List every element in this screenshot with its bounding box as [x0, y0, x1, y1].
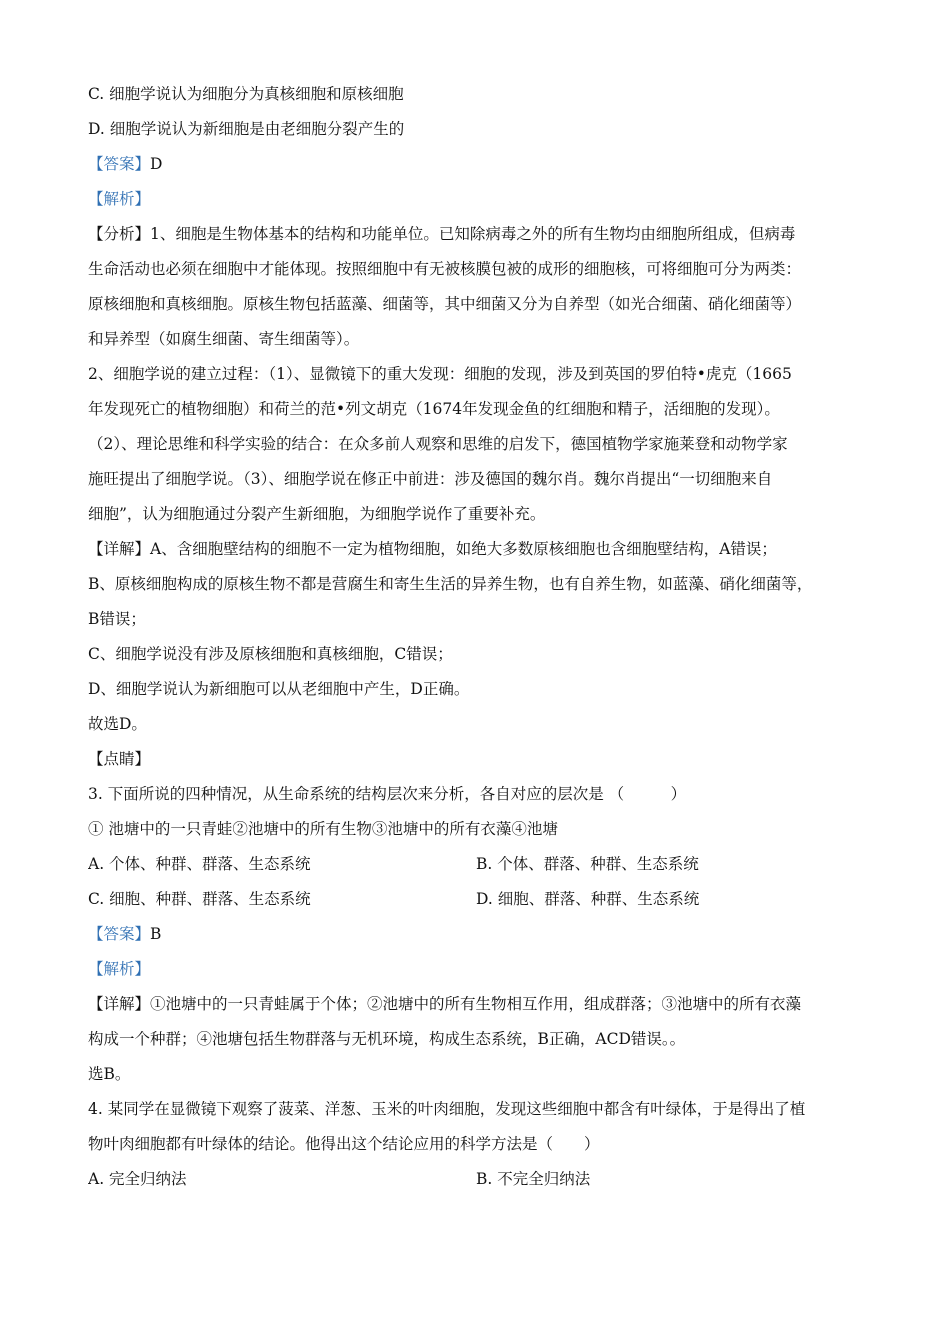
q3-answer: [88, 917, 862, 952]
explanation-line: 【分析】1、细胞是生物体基本的结构和功能单位。已知除病毒之外的所有生物均由细胞所组成，但病毒: [88, 225, 796, 243]
q4-stem-line-2: 物叶肉细胞都有叶绿体的结论。他得出这个结论应用的科学方法是（ ）: [88, 1135, 600, 1153]
answer-tag: 【答案】: [88, 925, 151, 943]
explanation-line: 故选D。: [88, 715, 147, 733]
analysis-tag: 【解析】: [88, 960, 151, 978]
q3-options-row-1: [88, 847, 862, 882]
q3-option-b: B. 个体、群落、种群、生态系统: [476, 855, 699, 873]
answer-value: B: [150, 925, 162, 943]
explanation-line: 生命活动也必须在细胞中才能体现。按照细胞中有无被核膜包被的成形的细胞核，可将细胞可分为两类：: [88, 260, 802, 278]
q2-answer: [88, 147, 862, 182]
explanation-line: B、原核细胞构成的原核生物不都是营腐生和寄生生活的异养生物，也有自养生物，如蓝藻、硝化细菌等，: [88, 575, 813, 593]
q3-option-d: D. 细胞、群落、种群、生态系统: [476, 890, 700, 908]
explanation-line: C、细胞学说没有涉及原核细胞和真核细胞，C错误；: [88, 645, 453, 663]
explanation-line: B错误；: [88, 610, 146, 628]
explanation-line: 年发现死亡的植物细胞）和荷兰的范•列文胡克（1674年发现金鱼的红细胞和精子，活细胞的发现）。: [88, 400, 780, 418]
explanation-line: 2、细胞学说的建立过程：（1）、显微镜下的重大发现：细胞的发现，涉及到英国的罗伯特•虎克（1665: [88, 365, 792, 383]
q3-stem: 3. 下面所说的四种情况，从生命系统的结构层次来分析，各自对应的层次是 （ ）: [88, 785, 687, 803]
q2-analysis-heading: [88, 182, 862, 217]
detail-line: 选B。: [88, 1065, 131, 1083]
explanation-line: （2）、理论思维和科学实验的结合：在众多前人观察和思维的启发下，德国植物学家施莱登和动物学家: [88, 435, 788, 453]
q3-items: ① 池塘中的一只青蛙②池塘中的所有生物③池塘中的所有衣藻④池塘: [88, 820, 558, 838]
q4-option-a: A. 完全归纳法: [88, 1170, 187, 1188]
q2-option-d: D. 细胞学说认为新细胞是由老细胞分裂产生的: [88, 120, 405, 138]
q4-options-row-1: [88, 1162, 862, 1197]
q3-option-a: A. 个体、种群、群落、生态系统: [88, 855, 311, 873]
q3-options-row-2: [88, 882, 862, 917]
explanation-line: 【点睛】: [88, 750, 151, 768]
detail-line: 构成一个种群；④池塘包括生物群落与无机环境，构成生态系统，B正确，ACD错误。。: [88, 1030, 686, 1048]
detail-line: 【详解】①池塘中的一只青蛙属于个体；②池塘中的所有生物相互作用，组成群落；③池塘中的所有衣藻: [88, 995, 802, 1013]
explanation-line: 细胞”，认为细胞通过分裂产生新细胞，为细胞学说作了重要补充。: [88, 505, 546, 523]
explanation-line: 和异养型（如腐生细菌、寄生细菌等）。: [88, 330, 360, 348]
explanation-line: 原核细胞和真核细胞。原核生物包括蓝藻、细菌等，其中细菌又分为自养型（如光合细菌、硝化细菌等）: [88, 295, 802, 313]
answer-tag: 【答案】: [88, 155, 151, 173]
answer-value: D: [150, 155, 163, 173]
q3-analysis-heading: [88, 952, 862, 987]
q3-option-c: C. 细胞、种群、群落、生态系统: [88, 890, 311, 908]
explanation-line: D、细胞学说认为新细胞可以从老细胞中产生，D正确。: [88, 680, 470, 698]
explanation-line: 施旺提出了细胞学说。（3）、细胞学说在修正中前进：涉及德国的魏尔肖。魏尔肖提出“一切细胞来自: [88, 470, 773, 488]
analysis-tag: 【解析】: [88, 190, 151, 208]
explanation-line: 【详解】A、含细胞壁结构的细胞不一定为植物细胞，如绝大多数原核细胞也含细胞壁结构，A错误；: [88, 540, 777, 558]
q2-option-c: C. 细胞学说认为细胞分为真核细胞和原核细胞: [88, 85, 404, 103]
q4-stem-line-1: 4. 某同学在显微镜下观察了菠菜、洋葱、玉米的叶肉细胞，发现这些细胞中都含有叶绿体，于是得出了植: [88, 1100, 806, 1118]
q4-option-b: B. 不完全归纳法: [476, 1170, 591, 1188]
